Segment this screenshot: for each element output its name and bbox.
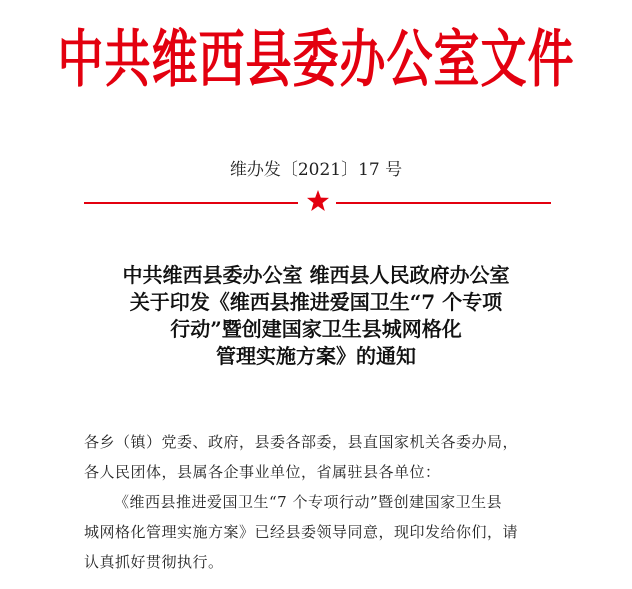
body-paragraph-line: 城网格化管理实施方案》已经县委领导同意，现印发给你们，请 — [84, 523, 519, 541]
notice-title — [60, 262, 572, 370]
notice-title-line: 管理实施方案》的通知 — [216, 344, 416, 368]
red-divider-left — [84, 202, 298, 204]
body-text — [84, 427, 564, 577]
document-header-title: 中共维西县委办公室文件 — [57, 22, 575, 96]
red-star-icon — [306, 189, 330, 213]
addressee-line: 各人民团体，县属各企事业单位，省属驻县各单位： — [84, 463, 441, 481]
red-divider-right — [336, 202, 551, 204]
notice-title-line: 中共维西县委办公室 维西县人民政府办公室 — [122, 263, 510, 287]
notice-title-line: 行动”暨创建国家卫生县城网格化 — [170, 317, 462, 341]
body-paragraph-line: 《维西县推进爱国卫生“7 个专项行动”暨创建国家卫生县 — [114, 493, 503, 511]
addressee-line: 各乡（镇）党委、政府，县委各部委，县直国家机关各委办局， — [84, 433, 519, 451]
document-number: 维办发〔2021〕17 号 — [229, 160, 403, 180]
notice-title-line: 关于印发《维西县推进爱国卫生“7 个专项 — [129, 290, 503, 314]
body-paragraph-line: 认真抓好贯彻执行。 — [84, 553, 224, 571]
